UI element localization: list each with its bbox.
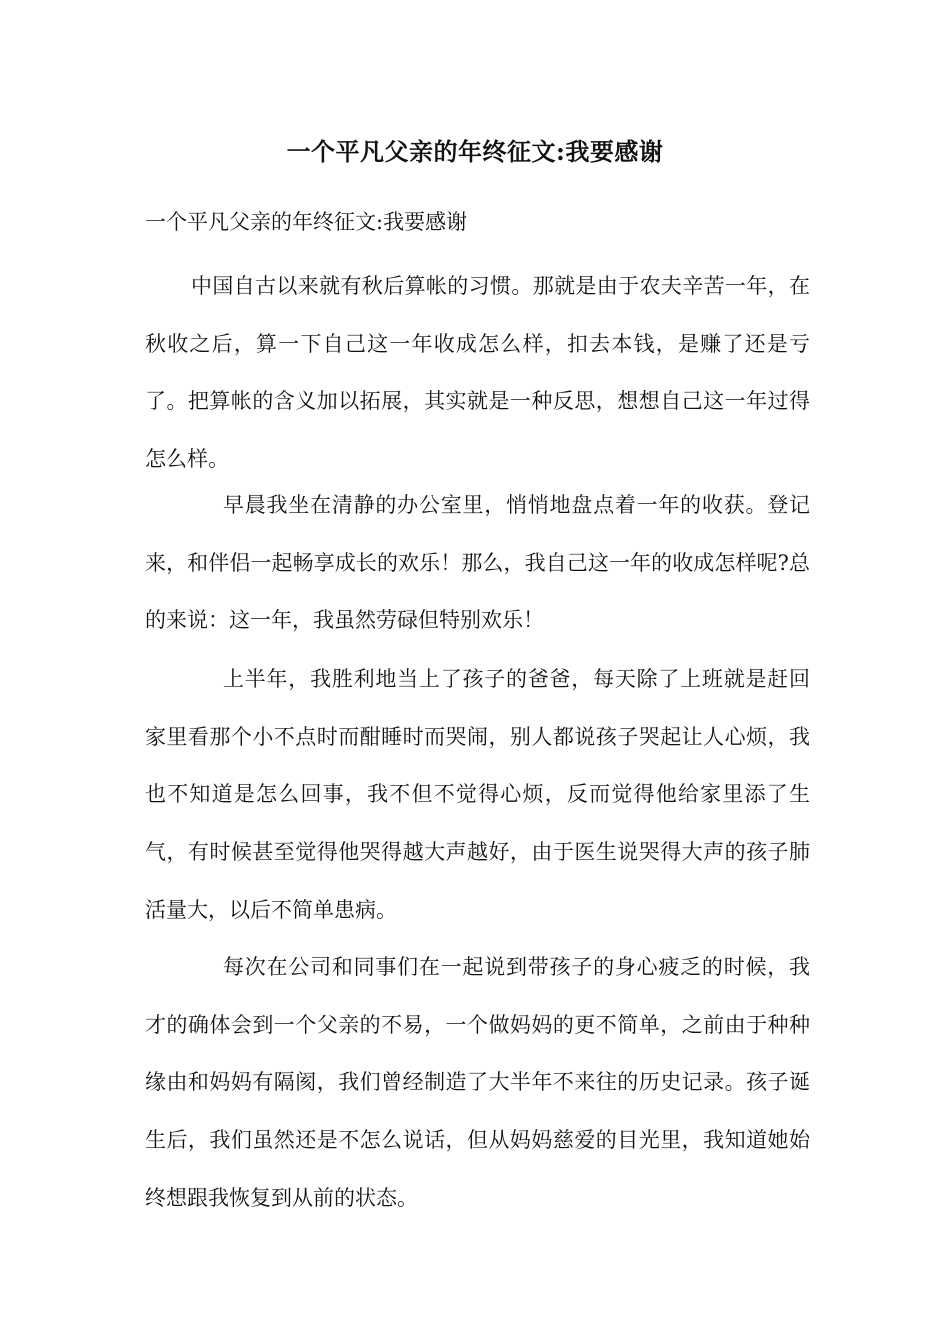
document-subtitle: 一个平凡父亲的年终征文:我要感谢 [145,210,468,234]
paragraph-2: 早晨我坐在清静的办公室里，悄悄地盘点着一年的收获。登记来，和伴侣一起畅享成长的欢乐！那么，我自己这一年的收成怎样呢?总的来说：这一年，我虽然劳碌但特别欢乐！ [145,493,810,633]
paragraph-1: 中国自古以来就有秋后算帐的习惯。那就是由于农夫辛苦一年，在秋收之后，算一下自己这一年收成怎么样，扣去本钱，是赚了还是亏了。把算帐的含义加以拓展，其实就是一种反思，想想自己这一年过得怎么样。 [145,274,810,472]
document-title: 一个平凡父亲的年终征文:我要感谢 [286,137,664,166]
paragraph-4: 每次在公司和同事们在一起说到带孩子的身心疲乏的时候，我才的确体会到一个父亲的不易，一个做妈妈的更不简单，之前由于种种缘由和妈妈有隔阂，我们曾经制造了大半年不来往的历史记录。孩子诞生后，我们虽然还是不怎么说话，但从妈妈慈爱的目光里，我知道她始终想跟我恢复到从前的状态。 [145,955,810,1210]
paragraph-3: 上半年，我胜利地当上了孩子的爸爸，每天除了上班就是赶回家里看那个小不点时而酣睡时而哭闹，别人都说孩子哭起让人心烦，我也不知道是怎么回事，我不但不觉得心烦，反而觉得他给家里添了生气，有时候甚至觉得他哭得越大声越好，由于医生说哭得大声的孩子肺活量大，以后不简单患病。 [145,667,810,922]
